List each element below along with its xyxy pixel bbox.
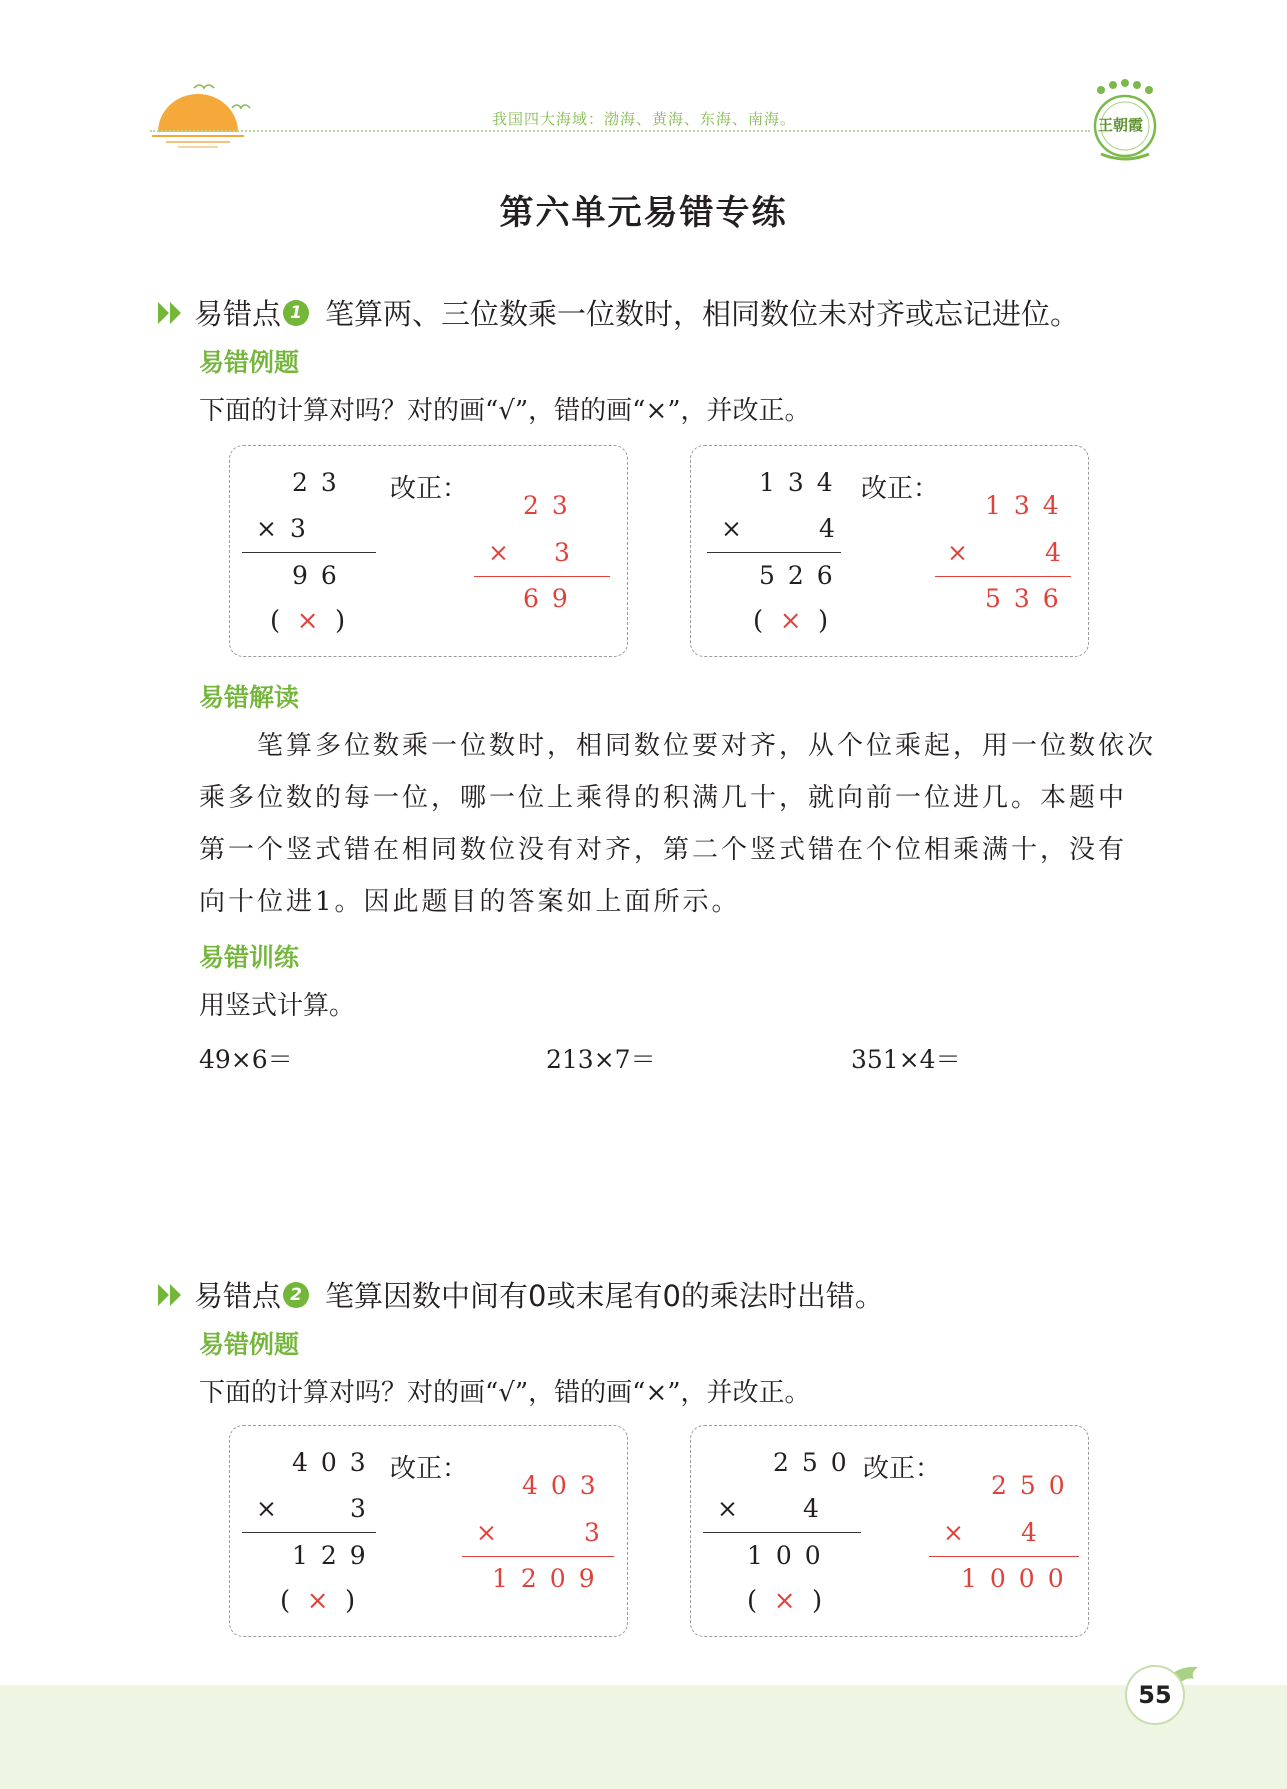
- point2-instruction: 下面的计算对吗？对的画“√”，错的画“×”，并改正。: [199, 1378, 811, 1408]
- point1-number-badge: 1: [283, 300, 309, 326]
- fix-mult: 4: [1045, 538, 1074, 567]
- point1-practice-instruction: 用竖式计算。: [199, 991, 356, 1021]
- page-number: 55: [1125, 1665, 1185, 1725]
- point2-heading: [158, 1274, 884, 1315]
- point2-label: 易错点: [194, 1279, 282, 1313]
- ex-result: 96: [292, 561, 350, 590]
- logo-text: 王朝霞: [1098, 116, 1144, 134]
- practice-expression: 351×4＝: [851, 1045, 961, 1074]
- point1-example-heading: 易错例题: [199, 348, 300, 377]
- ex-mult: 4: [803, 1494, 832, 1523]
- fix-times: ×: [476, 1518, 510, 1547]
- fix-top: 23: [523, 491, 581, 520]
- seagull-icon: [192, 80, 252, 120]
- point2-example-2: [690, 1425, 1089, 1637]
- ex-rule: [707, 552, 841, 553]
- ex-mark: ( × ): [753, 606, 829, 636]
- ex-mark-value: ×: [306, 1586, 329, 1616]
- explain-line: 第一个竖式错在相同数位没有对齐，第二个竖式错在个位相乘满十，没有: [199, 835, 1128, 865]
- ex-mark: ( × ): [280, 1586, 356, 1616]
- fix-top: 403: [522, 1471, 609, 1500]
- practice-expression: 213×7＝: [546, 1045, 656, 1074]
- fix-rule: [462, 1556, 614, 1557]
- fix-label: 改正：: [861, 474, 940, 504]
- fix-result: 1000: [961, 1564, 1077, 1593]
- fix-top: 250: [991, 1471, 1078, 1500]
- fix-mult: 3: [584, 1518, 613, 1547]
- point2-example-1: [229, 1425, 628, 1637]
- ex-mult: 3: [350, 1494, 379, 1523]
- fix-label: 改正：: [863, 1454, 942, 1484]
- ex-times: ×: [256, 1494, 290, 1523]
- point1-instruction: 下面的计算对吗？对的画“√”，错的画“×”，并改正。: [199, 396, 811, 426]
- ex-rule: [242, 552, 376, 553]
- fix-rule: [474, 576, 610, 577]
- ex-mark-value: ×: [779, 606, 802, 636]
- header-divider: [150, 130, 1090, 132]
- ex-times: ×: [721, 514, 755, 543]
- point1-practice-heading: 易错训练: [199, 943, 300, 972]
- point1-explain-heading: 易错解读: [199, 683, 300, 712]
- fix-times: ×: [488, 538, 522, 567]
- fix-times: ×: [943, 1518, 977, 1547]
- fix-result: 536: [985, 584, 1072, 613]
- ex-mult: 4: [819, 514, 848, 543]
- ex-mark: ( × ): [747, 1586, 823, 1616]
- fix-label: 改正：: [390, 474, 469, 504]
- explain-line: 笔算多位数乘一位数时，相同数位要对齐，从个位乘起，用一位数依次: [257, 731, 1157, 761]
- fix-times: ×: [947, 538, 981, 567]
- ex-mark-value: ×: [296, 606, 319, 636]
- ex-result: 129: [292, 1541, 379, 1570]
- fix-result: 69: [523, 584, 581, 613]
- explain-line: 乘多位数的每一位，哪一位上乘得的积满几十，就向前一位进几。本题中: [199, 783, 1128, 813]
- ex-times: ×3: [256, 514, 319, 543]
- ex-mark-value: ×: [773, 1586, 796, 1616]
- page-footer: [0, 1685, 1287, 1789]
- ex-top: 23: [292, 468, 350, 497]
- ex-top: 250: [773, 1448, 860, 1477]
- point2-number-badge: 2: [283, 1282, 309, 1308]
- fix-mult: 4: [1021, 1518, 1050, 1547]
- point1-example-2: [690, 445, 1089, 657]
- fix-top: 134: [985, 491, 1072, 520]
- header-tagline: 我国四大海域：渤海、黄海、东海、南海。: [492, 110, 797, 128]
- point2-example-heading: 易错例题: [199, 1330, 300, 1359]
- point1-label: 易错点: [194, 297, 282, 331]
- ex-top: 134: [759, 468, 846, 497]
- explain-line: 向十位进1。因此题目的答案如上面所示。: [199, 887, 741, 917]
- ex-mark: ( × ): [270, 606, 346, 636]
- double-arrow-icon: [158, 300, 186, 326]
- fix-rule: [935, 576, 1071, 577]
- fix-label: 改正：: [390, 1454, 469, 1484]
- ex-rule: [242, 1532, 376, 1533]
- point1-example-1: [229, 445, 628, 657]
- point1-explanation: [199, 720, 1159, 928]
- ex-result: 526: [759, 561, 846, 590]
- ex-times: ×: [717, 1494, 751, 1523]
- fix-mult: 3: [554, 538, 583, 567]
- practice-expression: 49×6＝: [199, 1045, 293, 1074]
- double-arrow-icon: [158, 1282, 186, 1308]
- page-title: 第六单元易错专练: [499, 193, 788, 233]
- fix-result: 1209: [492, 1564, 608, 1593]
- ex-result: 100: [747, 1541, 834, 1570]
- point1-heading: [158, 292, 1079, 333]
- point1-text: 笔算两、三位数乘一位数时，相同数位未对齐或忘记进位。: [325, 297, 1080, 331]
- ex-rule: [703, 1532, 861, 1533]
- ex-top: 403: [292, 1448, 379, 1477]
- fix-rule: [929, 1556, 1079, 1557]
- point2-text: 笔算因数中间有0或末尾有0的乘法时出错。: [325, 1279, 884, 1313]
